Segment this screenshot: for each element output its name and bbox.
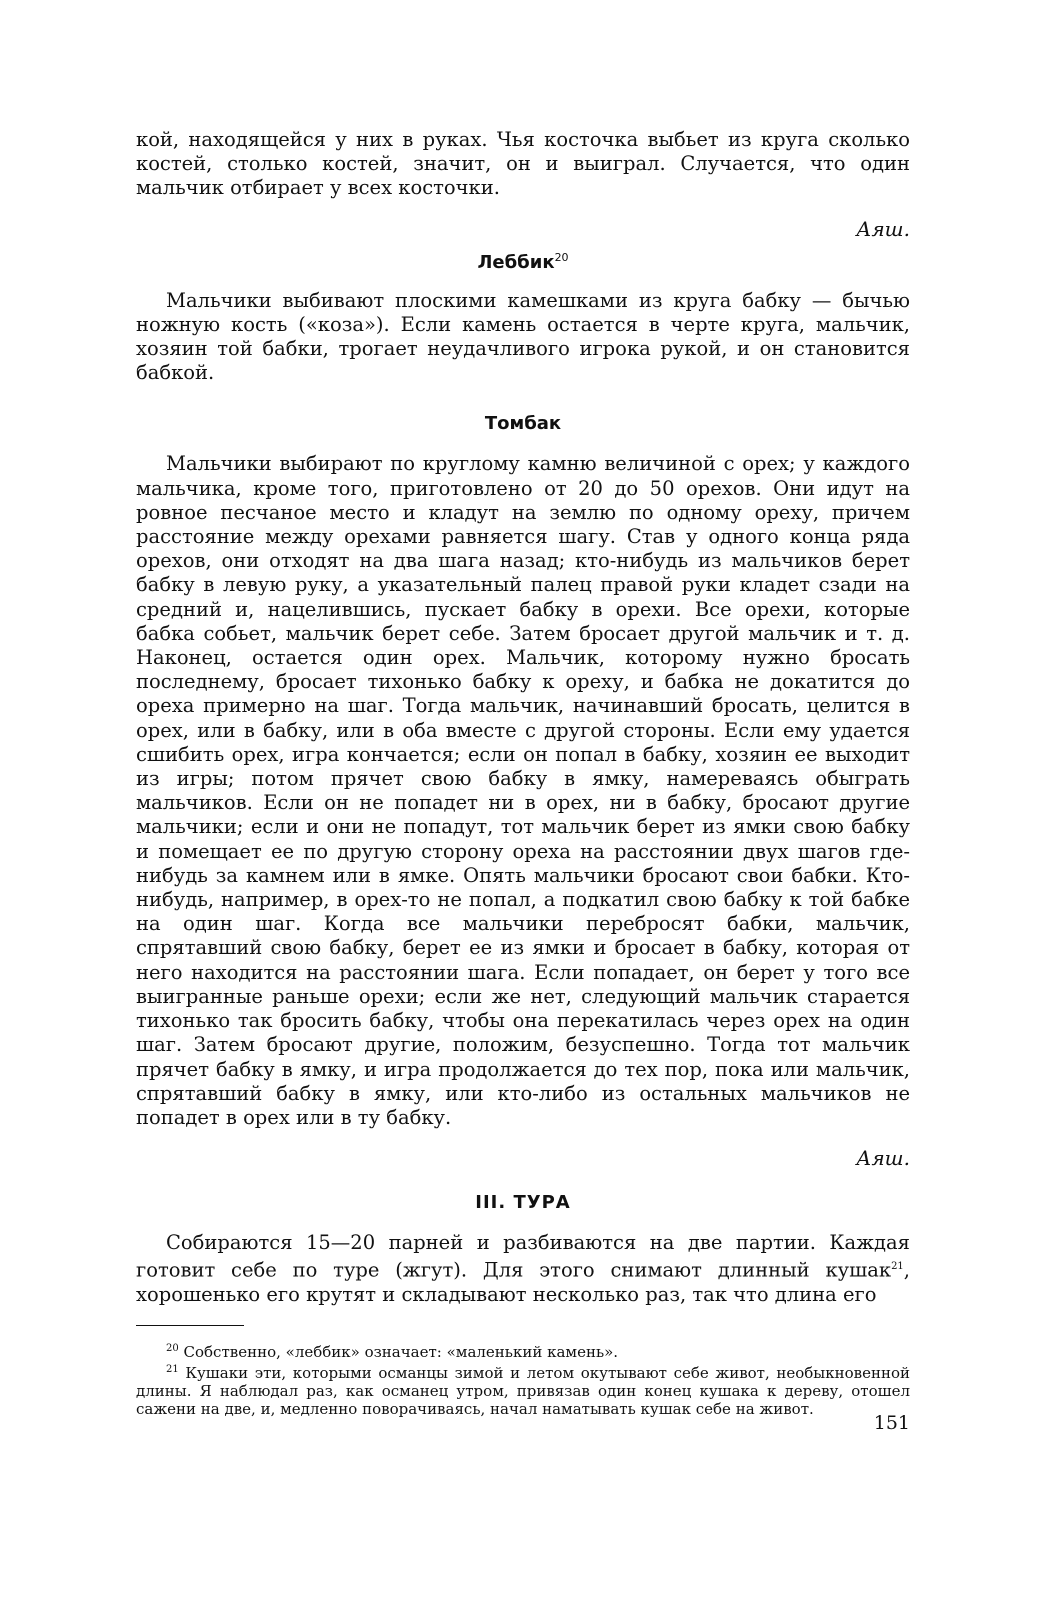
- paragraph-text: , хорошенько его крутят и складывают несколько раз, так что длина его: [136, 1258, 910, 1307]
- footnote-text: Кушаки эти, которыми османцы зимой и летом окутывают себе живот, необыкновенной длины. Я наблюдал раз, как османец утром, привязав один конец кушака к дереву, отошел сажени на две, и, медленно поворачиваясь, начал наматывать кушак себе на живот.: [136, 1364, 910, 1419]
- paragraph-tombak: Мальчики выбирают по круглому камню величиной с орех; у каждого мальчика, кроме того, приготовлено от 20 до 50 орехов. Они идут на ровное песчаное место и кладут на землю по одному ореху, причем расстояние между орехами равняется шагу. Став у одного конца ряда орехов, они отходят на два шага назад; кто-нибудь из мальчиков берет бабку в левую руку, а указательный палец правой руки кладет сзади на средний и, нацелившись, пускает бабку в орехи. Все орехи, которые бабка собьет, мальчик берет себе. Затем бросает другой мальчик и т. д. Наконец, остается один орех. Мальчик, которому нужно бросать последнему, бросает тихонько бабку к ореху, и бабка не докатится до ореха примерно на шаг. Тогда мальчик, начинавший бросать, целится в орех, или в бабку, или в оба вместе с другой стороны. Если ему удается сшибить орех, игра кончается; если он попал в бабку, хозяин ее выходит из игры; потом прячет свою бабку в ямку, намереваясь обыграть мальчиков. Если он не попадет ни в орех, ни в бабку, бросают другие мальчики; если и они не попадут, тот мальчик берет из ямки свою бабку и помещает ее по другую сторону ореха на расстоянии двух шагов где-нибудь за камнем или в ямке. Опять мальчики бросают свои бабки. Кто-нибудь, например, в орех-то не попал, а подкатил свою бабку к той бабке на один шаг. Когда все мальчики перебросят бабки, мальчик, спрятавший свою бабку, берет ее из ямки и бросает в бабку, которая от него находится на расстоянии шага. Если попадает, он берет у того все выигранные раньше орехи; если же нет, следующий мальчик старается тихонько так бросить бабку, чтобы она перекатилась через орех на один шаг. Затем бросают другие, положим, безуспешно. Тогда тот мальчик прячет бабку в ямку, и игра продолжается до тех пор, пока или мальчик, спрятавший бабку в ямку, или кто-либо из остальных мальчиков не попадет в орех или в ту бабку.: [136, 452, 910, 1129]
- footnote: [136, 1340, 910, 1361]
- footnote-ref: 20: [554, 250, 569, 264]
- signature: Аяш.: [856, 1146, 910, 1171]
- section-heading-tura: III. ТУРА: [475, 1192, 571, 1214]
- footnote: [136, 1361, 910, 1418]
- footnote-divider: [136, 1325, 244, 1326]
- top-paragraph: кой, находящейся у них в руках. Чья косточка выбьет из круга сколько костей, столько костей, значит, он и выиграл. Случается, что один мальчик отбирает у всех косточки.: [136, 128, 910, 200]
- footnote-ref: 21: [891, 1261, 904, 1273]
- signature: Аяш.: [856, 216, 910, 241]
- section-heading-tombak: Томбак: [484, 413, 562, 435]
- footnote-number: 20: [166, 1343, 179, 1355]
- page-number: 151: [873, 1412, 910, 1434]
- footnote-text: Собственно, «леббик» означает: «маленький камень».: [183, 1343, 619, 1362]
- page-body: [136, 128, 910, 1418]
- paragraph-text: Собираются 15—20 парней и разбиваются на две партии. Каждая готовит себе по туре (жгут). Для этого снимают длинный кушак: [136, 1231, 910, 1282]
- heading-text: Леббик: [477, 251, 555, 273]
- footnote-number: 21: [166, 1364, 179, 1376]
- paragraph-tura: [136, 1231, 910, 1307]
- section-heading-lebbik: [136, 251, 910, 273]
- paragraph-lebbik: Мальчики выбивают плоскими камешками из круга бабку — бычью ножную кость («коза»). Если камень остается в черте круга, мальчик, хозяин той бабки, трогает неудачливого игрока рукой, и он становится бабкой.: [136, 288, 910, 385]
